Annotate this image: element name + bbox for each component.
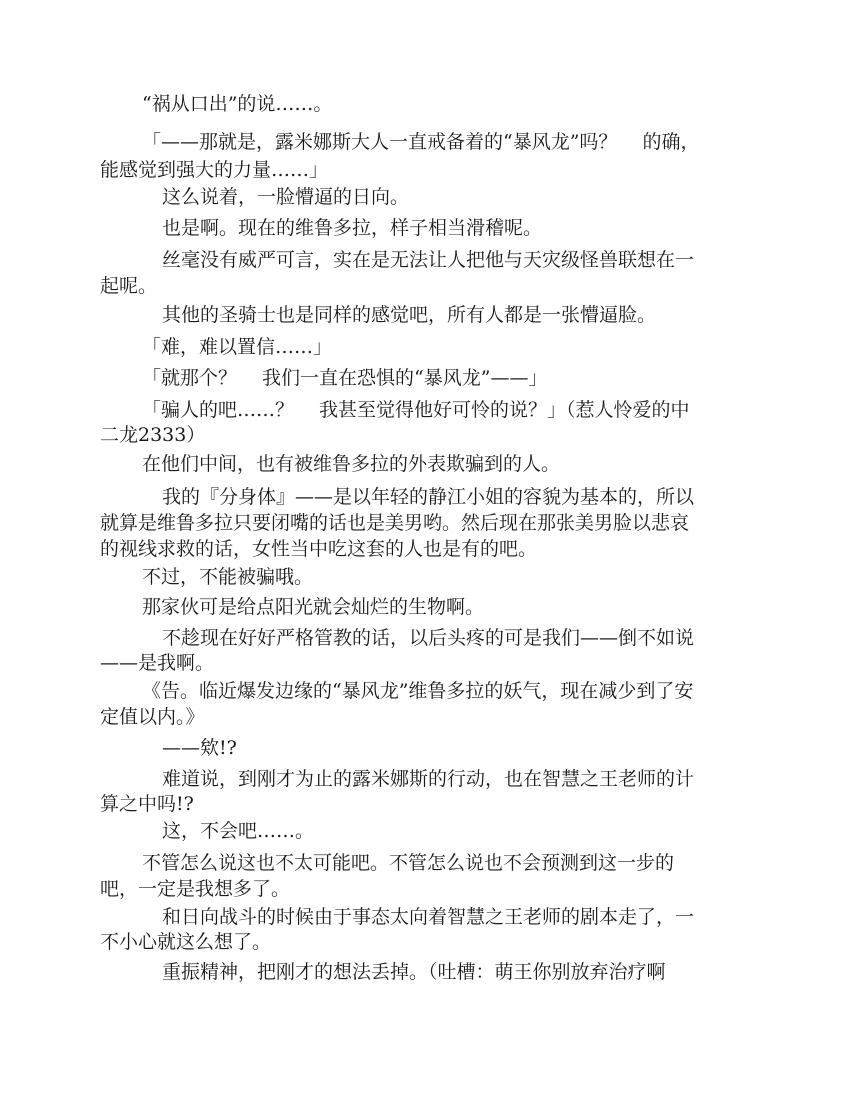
text-line: 定值以内。》 [100, 706, 205, 728]
paragraph-continuation [100, 509, 689, 537]
text-line: 这么说着，一脸懵逼的日向。 [162, 186, 410, 208]
text-line: 「就那个？ 我们一直在恐惧的“暴风龙”——」 [142, 367, 548, 389]
text-line: 「——那就是，露米娜斯大人一直戒备着的“暴风龙”吗？ 的确， [142, 131, 700, 153]
text-line: 难道说，到刚才为止的露米娜斯的行动，也在智慧之王老师的计 [162, 768, 695, 790]
paragraph-continuation [100, 703, 205, 731]
text-line: 这，不会吧……。 [162, 820, 315, 842]
text-line: 那家伙可是给点阳光就会灿烂的生物啊。 [142, 596, 485, 618]
paragraph [162, 765, 694, 793]
paragraph-continuation [100, 649, 214, 677]
paragraph [142, 450, 560, 478]
paragraph [162, 483, 694, 511]
text-line: 重振精神，把刚才的想法丢掉。（吐槽：萌王你别放弃治疗啊 [162, 961, 666, 983]
text-line: 不过，不能被骗哦。 [142, 566, 314, 588]
text-line: 和日向战斗的时候由于事态太向着智慧之王老师的剧本走了，一 [162, 906, 695, 928]
paragraph [142, 364, 547, 392]
paragraph-continuation [100, 421, 205, 449]
text-line: 「骗人的吧……？ 我甚至觉得他好可怜的说？」（惹人怜爱的中 [142, 399, 690, 421]
paragraph-continuation [100, 790, 194, 818]
paragraph [162, 246, 694, 274]
text-line: ——是我啊。 [100, 652, 215, 674]
paragraph [142, 849, 674, 877]
text-line: 我的『分身体』——是以年轻的静江小姐的容貌为基本的，所以 [162, 486, 695, 508]
paragraph-continuation [100, 272, 157, 300]
paragraph [142, 333, 332, 361]
text-line: 能感觉到强大的力量……」 [100, 159, 329, 181]
text-line: 「难，难以置信……」 [142, 336, 333, 358]
text-line: 的视线求救的话，女性当中吃这套的人也是有的吧。 [100, 538, 538, 560]
text-line: ——欸!? [162, 737, 237, 759]
text-line: 算之中吗!? [100, 793, 194, 815]
paragraph [162, 903, 694, 931]
paragraph [162, 624, 694, 652]
paragraph [142, 677, 693, 705]
paragraph [142, 593, 484, 621]
paragraph [162, 301, 656, 329]
text-line: 丝毫没有威严可言，实在是无法让人把他与天灾级怪兽联想在一 [162, 249, 695, 271]
paragraph-continuation [100, 535, 537, 563]
text-line: 吧，一定是我想多了。 [100, 878, 291, 900]
text-line: 不小心就这么想了。 [100, 931, 272, 953]
text-line: 也是啊。现在的维鲁多拉，样子相当滑稽呢。 [162, 217, 543, 239]
text-line: 其他的圣骑士也是同样的感觉吧，所有人都是一张懵逼脸。 [162, 304, 657, 326]
paragraph [142, 396, 690, 424]
text-line: 二龙2333） [100, 424, 206, 446]
paragraph [142, 128, 699, 156]
text-line: 在他们中间，也有被维鲁多拉的外表欺骗到的人。 [142, 453, 561, 475]
text-line: “祸从口出”的说……。 [142, 93, 333, 115]
paragraph-continuation [100, 875, 290, 903]
paragraph [162, 817, 314, 845]
paragraph [142, 563, 313, 591]
text-line: 不管怎么说这也不太可能吧。不管怎么说也不会预测到这一步的 [142, 852, 675, 874]
text-line: 起呢。 [100, 275, 158, 297]
paragraph [142, 90, 332, 118]
paragraph [162, 958, 666, 986]
paragraph [162, 183, 409, 211]
paragraph-continuation [100, 928, 271, 956]
paragraph [162, 214, 542, 242]
text-line: 《告。临近爆发边缘的“暴风龙”维鲁多拉的妖气，现在减少到了安 [142, 680, 694, 702]
text-line: 就算是维鲁多拉只要闭嘴的话也是美男哟。然后现在那张美男脸以悲哀 [100, 512, 690, 534]
paragraph-continuation [100, 156, 328, 184]
paragraph [162, 734, 237, 762]
text-line: 不趁现在好好严格管教的话，以后头疼的可是我们——倒不如说 [162, 627, 695, 649]
